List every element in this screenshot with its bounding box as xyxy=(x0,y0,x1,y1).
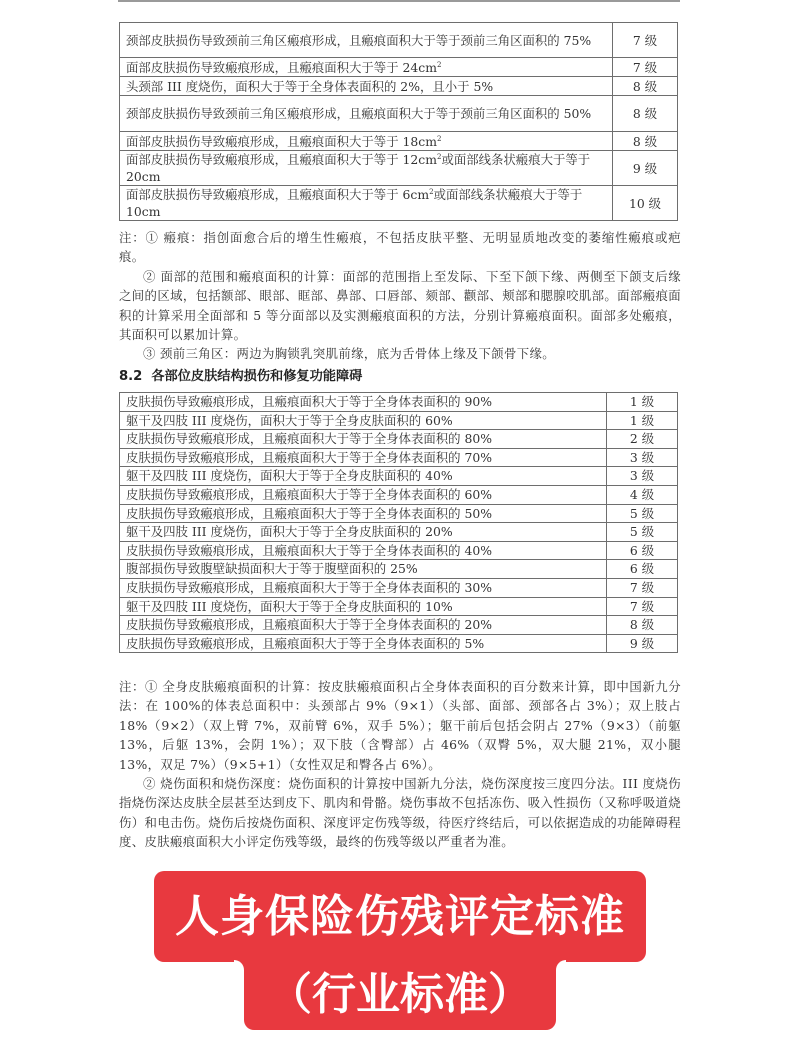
table-cell-level: 5 级 xyxy=(607,523,678,542)
table-row xyxy=(120,634,678,653)
table-row xyxy=(120,411,678,430)
table-cell-level: 7 级 xyxy=(607,578,678,597)
note-item: 注：① 全身皮肤瘢痕面积的计算：按皮肤瘢痕面积占全身体表面积的百分数来计算，即中国新九分法：在 100%的体表总面积中：头颈部占 9%（9×1）（头部、面部、颈部各占 3%）；双上肢占 18%（9×2）（双上臂 7%，双前臂 6%，双手 5%）；躯干前后包括会阴占 27%（9×3）（前躯 13%，后躯 13%，会阴 1%）；双下肢（含臀部）占 46%（双臀 5%，双大腿 21%，双小腿 13%，双足 7%）（9×5+1）（女性双足和臀各占 6%）。 xyxy=(119,679,681,772)
table-cell-description: 皮肤损伤导致瘢痕形成，且瘢痕面积大于等于全身体表面积的 80% xyxy=(120,430,607,449)
table-cell-description: 皮肤损伤导致瘢痕形成，且瘢痕面积大于等于全身体表面积的 70% xyxy=(120,448,607,467)
section-heading xyxy=(119,365,362,384)
table-row xyxy=(120,132,678,151)
table-row xyxy=(120,560,678,579)
table-row xyxy=(120,597,678,616)
table-cell-description: 面部皮肤损伤导致瘢痕形成，且瘢痕面积大于等于 $6cm^2$或面部线条状瘢痕大于等于 10cm xyxy=(120,186,613,221)
face-neck-scar-grade-table xyxy=(119,22,678,221)
body-skin-scar-grade-table xyxy=(119,392,678,653)
table-cell-description: 皮肤损伤导致瘢痕形成，且瘢痕面积大于等于全身体表面积的 20% xyxy=(120,616,607,635)
banner-corner-right xyxy=(556,960,566,970)
table-cell-level: 1 级 xyxy=(607,393,678,412)
table-cell-description: 皮肤损伤导致瘢痕形成，且瘢痕面积大于等于全身体表面积的 90% xyxy=(120,393,607,412)
table-row xyxy=(120,393,678,412)
table-cell-level: 1 级 xyxy=(607,411,678,430)
table-row xyxy=(120,578,678,597)
table-row xyxy=(120,430,678,449)
table-cell-level: 8 级 xyxy=(607,616,678,635)
table-row xyxy=(120,541,678,560)
table-cell-description: 皮肤损伤导致瘢痕形成，且瘢痕面积大于等于全身体表面积的 60% xyxy=(120,485,607,504)
table-cell-description: 躯干及四肢 III 度烧伤，面积大于等于全身皮肤面积的 20% xyxy=(120,523,607,542)
banner-subtitle: （行业标准） xyxy=(268,969,532,1020)
table-cell-description: 躯干及四肢 III 度烧伤，面积大于等于全身皮肤面积的 60% xyxy=(120,411,607,430)
table-row xyxy=(120,23,678,58)
table-cell-level: 6 级 xyxy=(607,560,678,579)
table-cell-level: 6 级 xyxy=(607,541,678,560)
table-cell-description: 皮肤损伤导致瘢痕形成，且瘢痕面积大于等于全身体表面积的 40% xyxy=(120,541,607,560)
table-cell-description: 躯干及四肢 III 度烧伤，面积大于等于全身皮肤面积的 10% xyxy=(120,597,607,616)
table-cell-level: 9 级 xyxy=(607,634,678,653)
table-cell-level: 4 级 xyxy=(607,485,678,504)
table-cell-level: 7 级 xyxy=(613,23,678,58)
table-cell-level: 3 级 xyxy=(607,467,678,486)
table-cell-level: 7 级 xyxy=(607,597,678,616)
note-item: 注：① 瘢痕：指创面愈合后的增生性瘢痕，不包括皮肤平整、无明显质地改变的萎缩性瘢痕或疤痕。 xyxy=(119,230,681,265)
table-cell-description: 颈部皮肤损伤导致颈前三角区瘢痕形成，且瘢痕面积大于等于颈前三角区面积的 75% xyxy=(120,23,613,58)
table-row xyxy=(120,467,678,486)
note-item: ② 面部的范围和瘢痕面积的计算：面部的范围指上至发际、下至下颌下缘、两侧至下颌支后缘之间的区域，包括额部、眼部、眶部、鼻部、口唇部、颏部、颧部、颊部和腮腺咬肌部。面部瘢痕面积的计算采用全面部和 5 等分面部以及实测瘢痕面积的方法，分别计算瘢痕面积。面部多处瘢痕，其面积可以累加计算。 xyxy=(119,268,681,343)
section-number: 8.2 xyxy=(119,369,143,384)
table-cell-level: 9 级 xyxy=(613,151,678,186)
table-row xyxy=(120,485,678,504)
table-cell-level: 8 级 xyxy=(613,96,678,132)
table-cell-description: 面部皮肤损伤导致瘢痕形成，且瘢痕面积大于等于 $18cm^2$ xyxy=(120,132,613,151)
subtitle-banner xyxy=(244,950,556,1030)
table-row xyxy=(120,58,678,77)
table-row xyxy=(120,523,678,542)
table-cell-description: 腹部损伤导致腹壁缺损面积大于等于腹壁面积的 25% xyxy=(120,560,607,579)
table-row xyxy=(120,151,678,186)
table-cell-level: 5 级 xyxy=(607,504,678,523)
table-cell-level: 8 级 xyxy=(613,77,678,96)
table-cell-description: 皮肤损伤导致瘢痕形成，且瘢痕面积大于等于全身体表面积的 5% xyxy=(120,634,607,653)
banner-corner-left xyxy=(234,960,244,970)
note-item: ③ 颈前三角区：两边为胸锁乳突肌前缘，底为舌骨体上缘及下颌骨下缘。 xyxy=(143,346,555,362)
table-cell-description: 躯干及四肢 III 度烧伤，面积大于等于全身皮肤面积的 40% xyxy=(120,467,607,486)
table-cell-description: 面部皮肤损伤导致瘢痕形成，且瘢痕面积大于等于 $12cm^2$或面部线条状瘢痕大于等于 20cm xyxy=(120,151,613,186)
table-cell-level: 8 级 xyxy=(613,132,678,151)
banner-title: 人身保险伤残评定标准 xyxy=(175,891,625,942)
table-row xyxy=(120,186,678,221)
table-cell-description: 面部皮肤损伤导致瘢痕形成，且瘢痕面积大于等于 $24cm^2$ xyxy=(120,58,613,77)
table-cell-level: 3 级 xyxy=(607,448,678,467)
table-cell-description: 皮肤损伤导致瘢痕形成，且瘢痕面积大于等于全身体表面积的 50% xyxy=(120,504,607,523)
table-cell-level: 10 级 xyxy=(613,186,678,221)
table-row xyxy=(120,448,678,467)
table-cell-description: 头颈部 III 度烧伤，面积大于等于全身体表面积的 2%，且小于 5% xyxy=(120,77,613,96)
table-row xyxy=(120,504,678,523)
title-banner xyxy=(154,871,646,962)
table-cell-description: 皮肤损伤导致瘢痕形成，且瘢痕面积大于等于全身体表面积的 30% xyxy=(120,578,607,597)
note-item: ② 烧伤面积和烧伤深度：烧伤面积的计算按中国新九分法，烧伤深度按三度四分法。III 度烧伤指烧伤深达皮肤全层甚至达到皮下、肌肉和骨骼。烧伤事故不包括冻伤、吸入性损伤（又称呼吸道烧伤）和电击伤。烧伤后按烧伤面积、深度评定伤残等级，待医疗终结后，可以依据造成的功能障碍程度、皮肤瘢痕面积大小评定伤残等级，最终的伤残等级以严重者为准。 xyxy=(119,776,681,850)
table-row xyxy=(120,96,678,132)
page-top-rule xyxy=(118,0,680,2)
section-title: 各部位皮肤结构损伤和修复功能障碍 xyxy=(151,369,363,384)
table-cell-level: 7 级 xyxy=(613,58,678,77)
table-row xyxy=(120,77,678,96)
table-cell-level: 2 级 xyxy=(607,430,678,449)
notes-body-skin xyxy=(119,677,681,852)
table-cell-description: 颈部皮肤损伤导致颈前三角区瘢痕形成，且瘢痕面积大于等于颈前三角区面积的 50% xyxy=(120,96,613,132)
notes-face-neck xyxy=(119,228,681,364)
table-row xyxy=(120,616,678,635)
